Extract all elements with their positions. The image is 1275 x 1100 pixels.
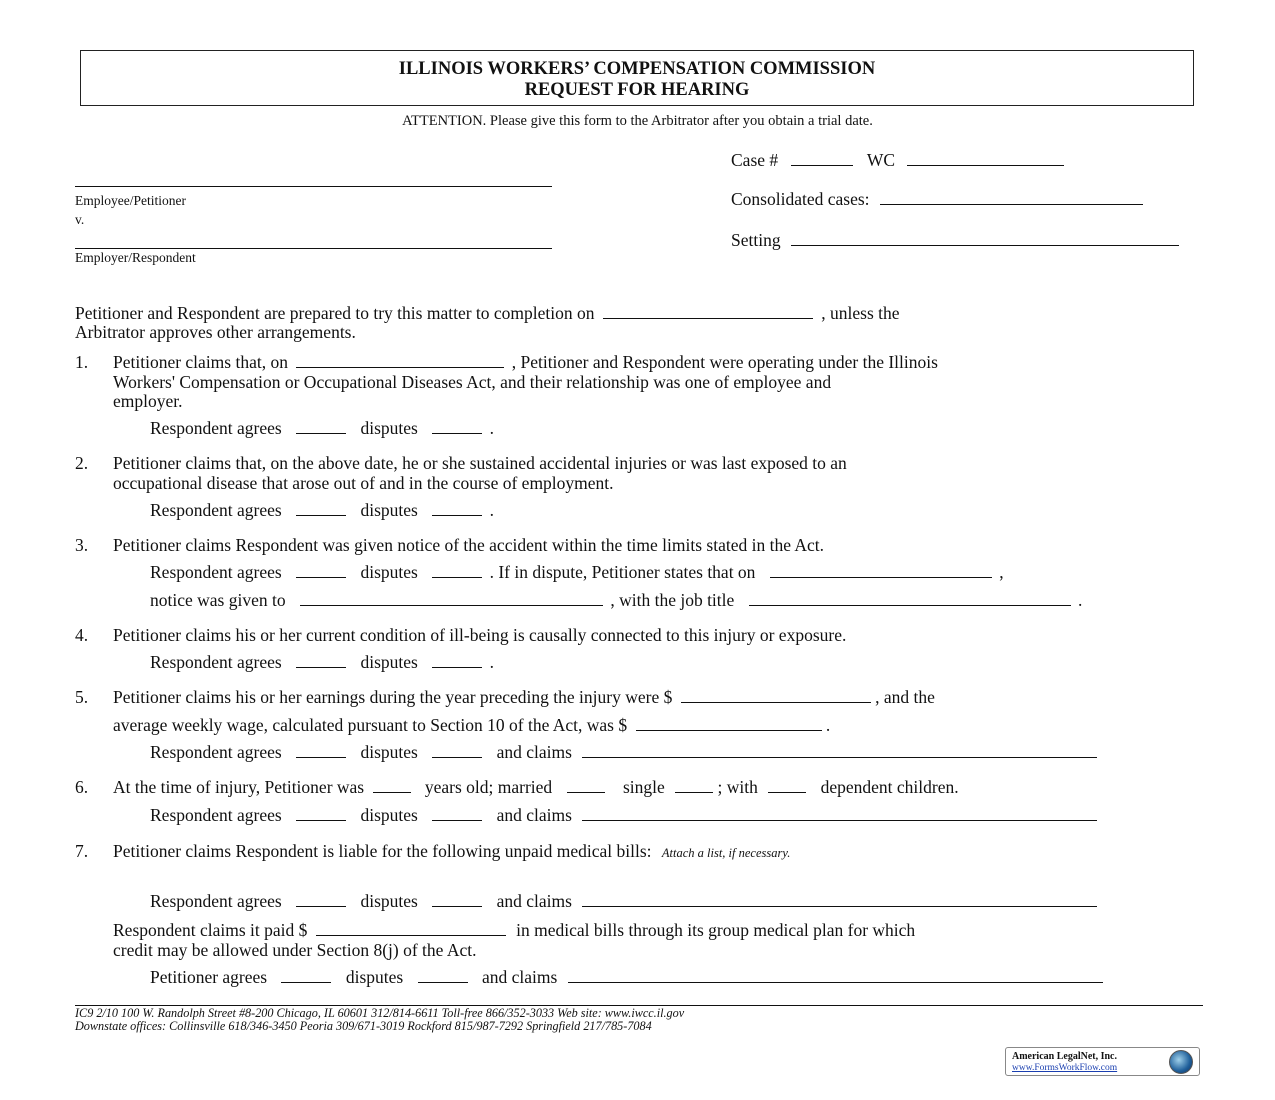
- respondent-agrees-label: Respondent agrees: [150, 500, 282, 520]
- item2-disputes-field[interactable]: [432, 502, 482, 516]
- intro-text-2: , unless the: [821, 303, 900, 323]
- case-number-field[interactable]: [791, 152, 853, 166]
- item6-text-3: single: [622, 777, 665, 797]
- disputes-label: disputes: [345, 967, 404, 987]
- item7-number: 7.: [75, 841, 89, 861]
- item7-paid-text-2: in medical bills through its group medical plan for which: [516, 920, 916, 940]
- item5-text: Petitioner claims his or her earnings during the year preceding the injury were $: [113, 687, 673, 707]
- item5-text-3: average weekly wage, calculated pursuant to Section 10 of the Act, was $: [113, 715, 628, 735]
- job-title-label: , with the job title: [610, 590, 735, 610]
- item6-response: [150, 805, 1097, 826]
- period: .: [489, 418, 494, 438]
- intro-text: Petitioner and Respondent are prepared to try this matter to completion on: [75, 303, 595, 323]
- item6-age-field[interactable]: [373, 779, 411, 793]
- item6-children-field[interactable]: [768, 779, 806, 793]
- respondent-agrees-label: Respondent agrees: [150, 562, 282, 582]
- item7-note: Attach a list, if necessary.: [661, 846, 791, 860]
- respondent-agrees-label: Respondent agrees: [150, 418, 282, 438]
- notice-given-label: notice was given to: [150, 590, 286, 610]
- item5-disputes-field[interactable]: [432, 744, 482, 758]
- item2-response: [150, 500, 494, 521]
- and-claims-label: and claims: [496, 805, 572, 825]
- wc-label: WC: [866, 150, 896, 170]
- disputes-label: disputes: [360, 562, 418, 582]
- item6-number: 6.: [75, 777, 89, 797]
- item3-line-1: Petitioner claims Respondent was given notice of the accident within the time limits stated in the Act.: [113, 535, 825, 555]
- item1-agrees-field[interactable]: [296, 420, 346, 434]
- item4-agrees-field[interactable]: [296, 654, 346, 668]
- item6-line-1: [113, 777, 959, 798]
- item3-agrees-field[interactable]: [296, 564, 346, 578]
- consolidated-field[interactable]: [880, 191, 1143, 205]
- item5-agrees-field[interactable]: [296, 744, 346, 758]
- employer-label: Employer/Respondent: [75, 250, 196, 265]
- item6-text: At the time of injury, Petitioner was: [113, 777, 365, 797]
- comma: ,: [999, 562, 1004, 582]
- disputes-label: disputes: [360, 891, 418, 911]
- and-claims-label: and claims: [481, 967, 558, 987]
- disputes-label: disputes: [360, 805, 418, 825]
- item1-text: Petitioner claims that, on: [113, 352, 288, 372]
- petitioner-agrees-label: Petitioner agrees: [150, 967, 268, 987]
- item1-line-1: [113, 352, 938, 373]
- badge-name: American LegalNet, Inc.: [1012, 1051, 1117, 1062]
- item1-number: 1.: [75, 352, 89, 372]
- item7-response: [150, 891, 1097, 912]
- item1-response: [150, 418, 494, 439]
- employee-label: Employee/Petitioner: [75, 193, 186, 208]
- period: .: [825, 715, 831, 735]
- item7-claims-field[interactable]: [582, 893, 1097, 907]
- case-number-row: [731, 150, 1064, 171]
- footer-offices: Downstate offices: Collinsville 618/346-3450 Peoria 309/671-3019 Rockford 815/987-7292 Springfield 217/785-7084: [75, 1019, 652, 1033]
- item3-disputes-field[interactable]: [432, 564, 482, 578]
- item1-line-2: Workers' Compensation or Occupational Diseases Act, and their relationship was one of employee and: [113, 372, 832, 392]
- form-subtitle: REQUEST FOR HEARING: [524, 80, 750, 100]
- item3-notice-date-field[interactable]: [770, 564, 992, 578]
- period: .: [489, 500, 494, 520]
- disputes-label: disputes: [360, 500, 418, 520]
- item6-disputes-field[interactable]: [432, 807, 482, 821]
- item6-single-field[interactable]: [675, 779, 713, 793]
- item3-job-title-field[interactable]: [749, 592, 1071, 606]
- item7-text: Petitioner claims Respondent is liable for the following unpaid medical bills:: [113, 841, 652, 861]
- item6-married-field[interactable]: [567, 779, 605, 793]
- setting-field[interactable]: [791, 232, 1179, 246]
- item5-earnings-field[interactable]: [681, 689, 871, 703]
- legalnet-badge[interactable]: [1005, 1047, 1200, 1076]
- case-number-label: Case #: [731, 150, 779, 170]
- item7-paid-line-1: [113, 920, 915, 941]
- consolidated-row: [731, 189, 1143, 210]
- globe-icon: [1169, 1050, 1193, 1074]
- item2-number: 2.: [75, 453, 89, 473]
- intro-line-1: [75, 303, 900, 324]
- item7-line-1: [113, 841, 790, 862]
- item5-weekly-wage-field[interactable]: [636, 717, 822, 731]
- item3-notice-to-field[interactable]: [300, 592, 603, 606]
- item4-response: [150, 652, 494, 673]
- item7-disputes-field[interactable]: [432, 893, 482, 907]
- footer-address: IC9 2/10 100 W. Randolph Street #8-200 Chicago, IL 60601 312/814-6611 Toll-free 866/352-3033 Web site: www.iwcc.il.gov: [75, 1006, 685, 1020]
- and-claims-label: and claims: [496, 742, 572, 762]
- item3-notice-line: [150, 590, 1082, 611]
- wc-number-field[interactable]: [907, 152, 1064, 166]
- item5-line-1: [113, 687, 935, 708]
- item5-line-2: [113, 715, 830, 736]
- form-header: [80, 50, 1194, 106]
- period: .: [489, 652, 494, 672]
- and-claims-label: and claims: [496, 891, 572, 911]
- item3-response: [150, 562, 1004, 583]
- respondent-agrees-label: Respondent agrees: [150, 805, 282, 825]
- setting-label: Setting: [731, 230, 781, 250]
- item6-agrees-field[interactable]: [296, 807, 346, 821]
- item4-disputes-field[interactable]: [432, 654, 482, 668]
- item5-response: [150, 742, 1097, 763]
- item7-agrees-field[interactable]: [296, 893, 346, 907]
- item7-petitioner-agrees-field[interactable]: [281, 969, 331, 983]
- intro-line-2: Arbitrator approves other arrangements.: [75, 322, 356, 342]
- item1-line-3: employer.: [113, 391, 183, 411]
- item7-petitioner-response: [150, 967, 1103, 988]
- item2-line-1: Petitioner claims that, on the above date, he or she sustained accidental injuries or was last exposed to an: [113, 453, 847, 473]
- item6-text-5: dependent children.: [820, 777, 959, 797]
- item1-disputes-field[interactable]: [432, 420, 482, 434]
- item5-number: 5.: [75, 687, 89, 707]
- item5-claims-field[interactable]: [582, 744, 1097, 758]
- item6-claims-field[interactable]: [582, 807, 1097, 821]
- item7-petitioner-disputes-field[interactable]: [418, 969, 468, 983]
- item3-number: 3.: [75, 535, 89, 555]
- item4-line-1: Petitioner claims his or her current condition of ill-being is causally connected to this injury or exposure.: [113, 625, 847, 645]
- employee-name-line[interactable]: [75, 186, 552, 187]
- badge-url[interactable]: www.FormsWorkFlow.com: [1012, 1063, 1118, 1073]
- trial-date-field[interactable]: [603, 305, 813, 319]
- disputes-label: disputes: [360, 418, 418, 438]
- item4-number: 4.: [75, 625, 89, 645]
- item6-text-4: ; with: [717, 777, 758, 797]
- item1-date-field[interactable]: [296, 354, 504, 368]
- item1-text-2: , Petitioner and Respondent were operating under the Illinois: [511, 352, 938, 372]
- respondent-agrees-label: Respondent agrees: [150, 891, 282, 911]
- respondent-agrees-label: Respondent agrees: [150, 652, 282, 672]
- period: .: [1078, 590, 1083, 610]
- item3-dispute-text: . If in dispute, Petitioner states that on: [489, 562, 756, 582]
- item7-paid-line-2: credit may be allowed under Section 8(j) of the Act.: [113, 940, 477, 960]
- setting-row: [731, 230, 1179, 251]
- item7-petitioner-claims-field[interactable]: [568, 969, 1103, 983]
- disputes-label: disputes: [360, 742, 418, 762]
- attention-note: ATTENTION. Please give this form to the Arbitrator after you obtain a trial date.: [402, 113, 873, 129]
- employer-name-line[interactable]: [75, 248, 552, 249]
- item7-paid-text: Respondent claims it paid $: [113, 920, 308, 940]
- consolidated-label: Consolidated cases:: [731, 189, 870, 209]
- item5-text-2: , and the: [875, 687, 935, 707]
- item2-line-2: occupational disease that arose out of and in the course of employment.: [113, 473, 614, 493]
- item7-paid-amount-field[interactable]: [316, 922, 506, 936]
- versus-label: v.: [75, 212, 85, 227]
- form-title: ILLINOIS WORKERS’ COMPENSATION COMMISSION: [398, 59, 876, 79]
- item6-text-2: years old; married: [424, 777, 553, 797]
- disputes-label: disputes: [360, 652, 418, 672]
- respondent-agrees-label: Respondent agrees: [150, 742, 282, 762]
- item2-agrees-field[interactable]: [296, 502, 346, 516]
